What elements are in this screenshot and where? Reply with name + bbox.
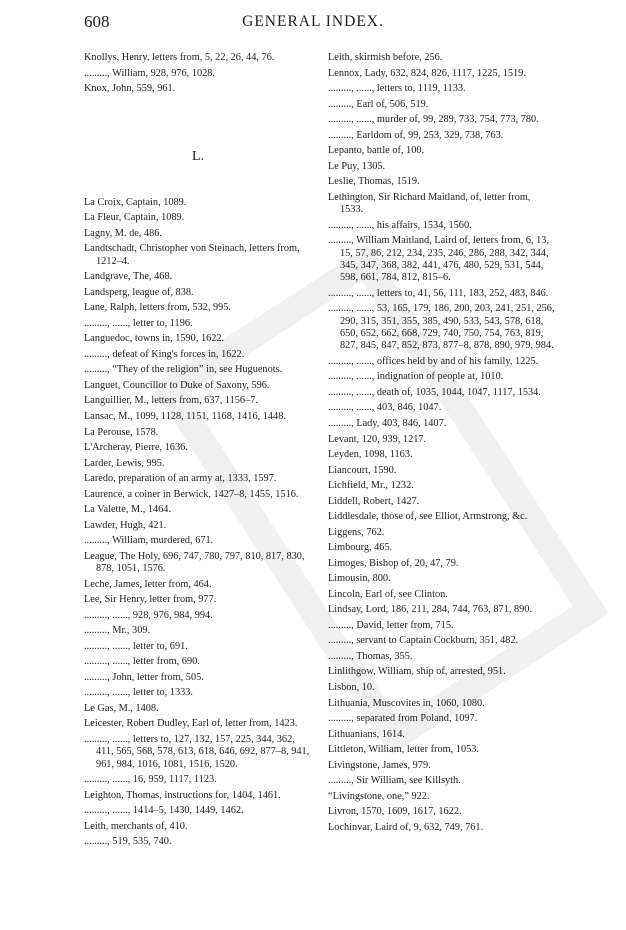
index-entry: ........., ......, 928, 976, 984, 994.	[84, 609, 213, 621]
index-entry: Lane, Ralph, letters from, 532, 995.	[84, 302, 231, 314]
index-entry: Larder, Lewis, 995.	[84, 457, 165, 469]
index-entry: ........., “They of the religion” in, see Huguenots.	[84, 364, 283, 376]
index-entry: Limbourg, 465.	[328, 542, 393, 554]
left-top-entries	[84, 52, 312, 95]
index-entry: ........., ......, his affairs, 1534, 1560.	[328, 219, 472, 231]
section-letter: L.	[191, 149, 205, 165]
right-main-entries	[328, 52, 556, 834]
index-entry: Lisbon, 10.	[328, 682, 375, 693]
index-entry: Lincoln, Earl of, see Clinton.	[328, 588, 448, 600]
index-entry: ........., ......, death of, 1035, 1044, 1047, 1117, 1534.	[328, 386, 541, 398]
index-entry: ........., ......, 403, 846, 1047.	[328, 402, 442, 414]
index-entry: ........., ......, 53, 165, 179, 186, 200, 203, 241, 251, 256, 290, 315, 351, 355, 385, 490, 533, 543, 578, 618, 650, 652, 662, 668, 729, 740, 750, 754, 763, 819, 827, 845, 847, 852, 873, 877–8, 878, 890, 979, 984.	[328, 303, 555, 352]
index-entry: Leith, skirmish before, 256.	[328, 52, 443, 63]
index-entry: Lichfield, Mr., 1232.	[328, 480, 414, 492]
left-column	[84, 52, 312, 852]
index-entry: ........., separated from Poland, 1097.	[328, 713, 478, 725]
index-entry: La Croix, Captain, 1089.	[84, 196, 187, 208]
index-entry: Lee, Sir Henry, letter from, 977.	[84, 594, 217, 606]
index-entry: Lennox, Lady, 632, 824, 826, 1117, 1225, 1519.	[328, 67, 526, 79]
index-entry: ........., ......, letter from, 690.	[84, 656, 200, 668]
index-entry: Liddell, Robert, 1427.	[328, 495, 420, 507]
index-entry: Landsperg, league of, 838.	[84, 286, 194, 298]
index-entry: Lithuania, Muscovites in, 1060, 1080.	[328, 697, 485, 709]
index-entry: Littleton, William, letter from, 1053.	[328, 744, 479, 756]
index-entry: ........., Thomas, 355.	[328, 650, 413, 662]
index-entry: Liggens, 762.	[328, 526, 385, 538]
index-entry: Lindsay, Lord, 186, 211, 284, 744, 763, 871, 890.	[328, 604, 533, 616]
index-entry: “Livingstone, one,” 922.	[328, 790, 430, 802]
index-entry: ........., ......, murder of, 99, 289, 733, 754, 773, 780.	[328, 114, 539, 126]
index-entry: ........., Mr., 309.	[84, 625, 151, 637]
index-entry: ........., Earl of, 506, 519.	[328, 98, 429, 110]
index-entry: Leighton, Thomas, instructions for, 1404, 1461.	[84, 789, 281, 801]
index-entry: Limousin, 800.	[328, 573, 391, 585]
index-entry: Knollys, Henry, letters from, 5, 22, 26, 44, 76.	[84, 52, 275, 63]
index-entry: Levant, 120, 939, 1217.	[328, 433, 427, 445]
index-entry: ........., ......, indignation of people at, 1010.	[328, 371, 504, 383]
index-entry: Leyden, 1098, 1163.	[328, 449, 413, 461]
index-entry: ........., ......, letters to, 41, 56, 111, 183, 252, 483, 846.	[328, 287, 549, 299]
index-entry: ........., 519, 535, 740.	[84, 836, 172, 848]
index-entry: ........., ......, letter to, 691.	[84, 640, 188, 652]
index-entry: Lansac, M., 1099, 1128, 1151, 1168, 1416, 1448.	[84, 411, 286, 422]
index-entry: Lethington, Sir Richard Maitland, of, letter from, 1533.	[328, 191, 531, 216]
index-entry: Lithuanians, 1614.	[328, 728, 405, 740]
index-entry: Landtschadt, Christopher von Steinach, letters from, 1212–4.	[84, 243, 300, 267]
index-entry: ........., David, letter from, 715.	[328, 619, 454, 631]
index-entry: Liddlesdale, those of, see Elliot, Armstrong, &c.	[328, 511, 528, 523]
index-entry: ........., Lady, 403, 846, 1407.	[328, 417, 447, 429]
index-entry: ........., William, 928, 976, 1028.	[84, 67, 215, 79]
index-entry: ........., Earldom of, 99, 253, 329, 738, 763.	[328, 129, 504, 141]
index-entry: Livingstone, James, 979.	[328, 759, 431, 771]
index-entry: Languet, Councillor to Duke of Saxony, 596.	[84, 379, 270, 391]
index-entry: Limoges, Bishop of, 20, 47, 79.	[328, 557, 459, 569]
index-entry: Leicester, Robert Dudley, Earl of, letter from, 1423.	[84, 718, 298, 730]
index-entry: Lawder, Hugh, 421.	[84, 519, 167, 531]
index-entry: ........., ......, 1414–5, 1430, 1449, 1462.	[84, 805, 244, 817]
index-entry: La Fleur, Captain, 1089.	[84, 212, 185, 224]
index-entry: ........., John, letter from, 505.	[84, 671, 204, 683]
index-entry: Leche, James, letter from, 464.	[84, 578, 212, 590]
index-entry: Landgrave, The, 468.	[84, 271, 173, 283]
index-entry: Laredo, preparation of an army at, 1333, 1597.	[84, 473, 277, 485]
index-entry: Lepanto, battle of, 100.	[328, 145, 425, 157]
index-entry: League, The Holy, 696, 747, 780, 797, 810, 817, 830, 878, 1051, 1576.	[84, 550, 305, 575]
index-entry: ........., ......, letters to, 127, 132, 157, 225, 344, 362, 411, 565, 568, 578, 613, 618, 646, 692, 877–8, 941, 961, 984, 1016, 1081, 1516, 1520.	[84, 733, 310, 770]
index-entry: ........., servant to Captain Cockburn, 351, 482.	[328, 635, 519, 647]
index-entry: Leslie, Thomas, 1519.	[328, 176, 420, 188]
index-entry: Knox, John, 559, 961.	[84, 83, 176, 95]
index-entry: ........., ......, offices held by and of his family, 1225.	[328, 355, 539, 367]
index-entry: Leith, merchants of, 410.	[84, 820, 188, 832]
index-entry: L'Archeray, Pierre, 1636.	[84, 442, 188, 454]
page-header	[84, 12, 542, 34]
left-main-entries	[84, 197, 312, 849]
index-entry: Lagny, M. de, 486.	[84, 227, 162, 239]
index-entry: ........., Sir William, see Killsyth.	[328, 775, 461, 787]
index-entry: Le Gas, M., 1408.	[84, 702, 159, 714]
index-entry: ........., William, murdered, 671.	[84, 535, 214, 547]
index-entry: Le Puy, 1305.	[328, 160, 386, 172]
index-entry: Linlithgow, William, ship of, arrested, 951.	[328, 666, 506, 678]
index-entry: Liancourt, 1590.	[328, 464, 397, 476]
index-entry: ........., ......, 16, 959, 1117, 1123.	[84, 774, 217, 786]
index-entry: La Valette, M., 1464.	[84, 504, 172, 516]
index-entry: Laurence, a coiner in Berwick, 1427–8, 1455, 1516.	[84, 488, 299, 500]
index-entry: ........., ......, letter to, 1196.	[84, 317, 193, 329]
index-entry: Languillier, M., letters from, 637, 1156–7.	[84, 395, 258, 407]
index-entry: ........., William Maitland, Laird of, letters from, 6, 13, 15, 57, 86, 212, 234, 235, 246, 286, 288, 342, 344, 345, 347, 368, 382, 441, 476, 480, 529, 531, 544, 598, 661, 784, 812, 815–6.	[328, 235, 550, 284]
index-entry: ........., defeat of King's forces in, 1622.	[84, 348, 245, 360]
index-entry: ........., ......, letters to, 1119, 1133.	[328, 83, 466, 95]
running-title: GENERAL INDEX.	[242, 13, 384, 30]
index-entry: Languedoc, towns in, 1590, 1622.	[84, 333, 225, 345]
page-number: 608	[84, 12, 110, 31]
index-entry: Lochinvar, Laird of, 9, 632, 749, 761.	[328, 821, 484, 833]
index-entry: Livron, 1570, 1609, 1617, 1622.	[328, 806, 462, 818]
index-entry: ........., ......, letter to, 1333.	[84, 687, 193, 699]
index-entry: La Perouse, 1578.	[84, 426, 159, 438]
right-column	[328, 52, 556, 837]
